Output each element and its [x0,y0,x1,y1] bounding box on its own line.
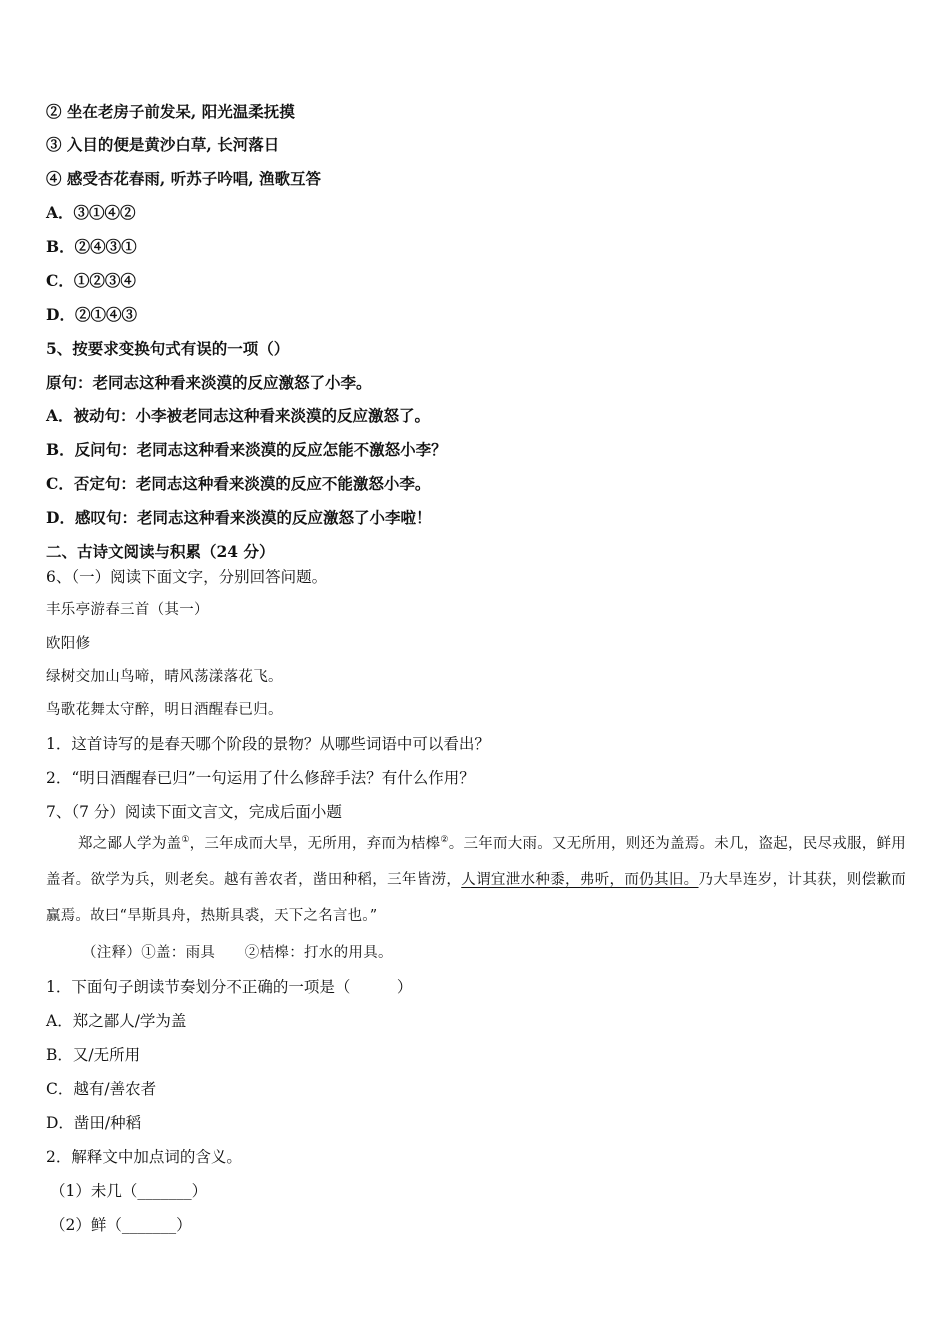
q7-sub-1: 1．下面句子朗读节奏划分不正确的一项是（ ） [46,978,413,996]
poem-line-1: 绿树交加山鸟啼，晴风荡漾落花飞。 [46,669,283,685]
blank-2-label: （2）鲜（ [50,1216,122,1234]
q4-item-3: ③ 入目的便是黄沙白草, 长河落日 [46,135,280,154]
q6-sub-2: 2．“明日酒醒春已归”一句运用了什么修辞手法？有什么作用？ [46,769,475,787]
answer-blank-2[interactable]: _______ [121,1216,177,1234]
q7-option-c: C．越有/善农者 [46,1080,157,1098]
q7-sub-2: 2．解释文中加点词的含义。 [46,1148,242,1166]
classical-passage [46,826,906,934]
q6-stem: 6、（一）阅读下面文字，分别回答问题。 [46,568,328,586]
q4-item-4: ④ 感受杏花春雨, 听苏子吟唱, 渔歌互答 [46,169,321,188]
q6-sub-1: 1．这首诗写的是春天哪个阶段的景物？从哪些词语中可以看出？ [46,735,490,753]
blank-1-close: ） [191,1182,208,1200]
passage-part-1: 郑之鄙人学为盖 [78,836,182,852]
section-2-heading: 二、古诗文阅读与积累（24 分） [46,542,275,561]
q4-option-c: C．①②③④ [46,271,136,290]
passage-part-4: 乃大旱连岁，计其获，则偿歉而赢焉。故曰“旱斯具舟，热斯具裘，天下之名言也。” [46,872,906,924]
q5-option-c: C．否定句：老同志这种看来淡漠的反应不能激怒小李。 [46,474,431,493]
passage-part-2: ，三年成而大旱，无所用，弃而为桔槔 [189,836,441,852]
footnote-mark-2: ② [440,835,449,846]
q7-option-b: B．又/无所用 [46,1046,141,1064]
poem-line-2: 鸟歌花舞太守醉，明日酒醒春已归。 [46,702,283,718]
q4-item-2: ② 坐在老房子前发呆, 阳光温柔抚摸 [46,102,295,121]
answer-blank-1[interactable]: _______ [137,1182,192,1200]
passage-notes: （注释）①盖：雨具 ②桔槔：打水的用具。 [82,945,393,961]
q5-option-a: A．被动句：小李被老同志这种看来淡漠的反应激怒了。 [46,406,431,425]
answer-line-2 [50,1215,192,1235]
q7-option-d: D．凿田/种稻 [46,1114,142,1132]
q7-option-a: A．郑之鄙人/学为盖 [46,1012,187,1030]
blank-1-label: （1）未几（ [50,1182,138,1200]
q5-original: 原句：老同志这种看来淡漠的反应激怒了小李。 [46,373,372,392]
q4-option-d: D．②①④③ [46,305,137,324]
blank-2-close: ） [176,1216,192,1234]
q5-stem: 5、按要求变换句式有误的一项（） [46,339,290,358]
passage-part-3: 。三年而大雨。又无所用，则还为盖焉。未几，盗起，民尽戎服，鲜用盖者。欲学为兵，则老矣。越有善农者，凿田种稻，三年皆涝， [46,836,906,888]
q7-stem: 7、（7 分）阅读下面文言文，完成后面小题 [46,803,342,821]
q5-option-b: B．反问句：老同志这种看来淡漠的反应怎能不激怒小李？ [46,440,447,459]
passage-underlined-sentence: 人谓宜泄水种黍，弗听，而仍其旧。 [461,872,699,888]
footnote-mark-1: ① [181,835,190,846]
q5-option-d: D．感叹句：老同志这种看来淡漠的反应激怒了小李啦！ [46,508,432,527]
poem-author: 欧阳修 [46,636,91,652]
answer-line-1 [50,1181,207,1201]
poem-title: 丰乐亭游春三首（其一） [46,602,209,618]
q4-option-b: B．②④③① [46,237,137,256]
q4-option-a: A．③①④② [46,203,136,222]
